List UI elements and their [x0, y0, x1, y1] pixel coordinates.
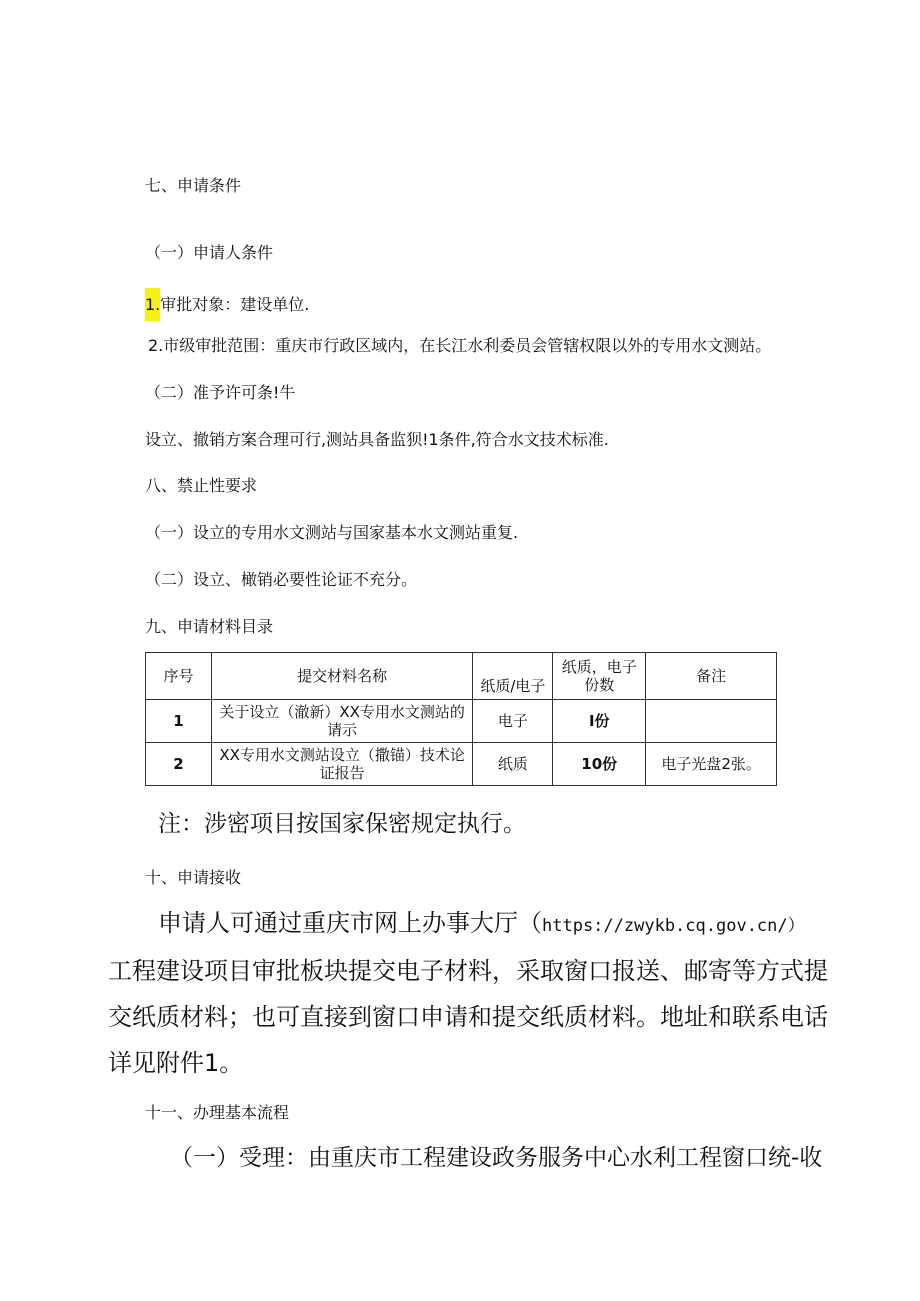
table-header-cell: 序号	[146, 653, 212, 700]
table-header-cell: 纸质/电子	[473, 653, 553, 700]
section11-heading: 十一、办理基本流程	[145, 1103, 290, 1122]
table-cell-type: 电子	[473, 700, 553, 743]
table-cell-note: 电子光盘2张。	[646, 743, 777, 786]
table-cell-type: 纸质	[473, 743, 553, 786]
section10-line2: 工程建设项目审批板块提交电子材料，采取窗口报送、邮寄等方式提	[108, 957, 828, 985]
section9-note: 注：涉密项目按国家保密规定执行。	[158, 811, 526, 837]
table-row	[146, 700, 777, 743]
section7-sub2: （二）准予许可条!牛	[145, 383, 296, 402]
section8-item2: （二）设立、橄销必要性论证不充分。	[145, 570, 418, 589]
section10-line3: 交纸质材料；也可直接到窗口申请和提交纸质材料。地址和联系电话	[108, 1003, 828, 1031]
table-cell-index: 2	[146, 743, 212, 786]
table-header-cell: 纸质，电子份数	[553, 653, 646, 700]
section8-item1: （一）设立的专用水文测站与国家基本水文测站重复.	[145, 523, 519, 542]
table-header-row	[146, 653, 777, 700]
section7-sub1: （一）申请人条件	[145, 243, 274, 262]
section10-heading: 十、申请接收	[145, 868, 242, 887]
section11-line1: （一）受理：由重庆市工程建设政务服务中心水利工程窗口统-收	[170, 1145, 823, 1171]
section10-line1	[158, 903, 805, 938]
table-row	[146, 743, 777, 786]
table-cell-count: I份	[553, 700, 646, 743]
portal-url-link[interactable]: https://zwykb.cq.gov.cn/）	[542, 916, 805, 936]
section7-para: 设立、撤销方案合理可行,测站具备监狈!1条件,符合水文技术标准.	[145, 430, 609, 449]
table-cell-count: 10份	[553, 743, 646, 786]
highlight-marker: 1.	[145, 288, 160, 321]
table-cell-name-text: 关于设立（澈新）XX专用水文测站的请示	[219, 703, 465, 739]
section10-line4: 详见附件1。	[108, 1049, 244, 1077]
table-cell-name: XX专用水文测站设立（撒锚）技术论证报告	[211, 743, 473, 786]
section8-heading: 八、禁止性要求	[145, 476, 258, 495]
section7-item2: 2.市级审批范围：重庆市行政区域内，在长江水利委员会管辖权限以外的专用水文测站。	[148, 336, 772, 355]
section9-heading: 九、申请材料目录	[145, 617, 274, 636]
section7-item1-text: 审批对象：建设单位.	[160, 295, 310, 314]
section10-line1-text: 申请人可通过重庆市网上办事大厅（	[158, 909, 542, 937]
table-header-cell: 提交材料名称	[211, 653, 473, 700]
materials-table	[145, 652, 777, 786]
section7-item1	[145, 288, 309, 321]
table-cell-name	[211, 700, 473, 743]
table-cell-note	[646, 700, 777, 743]
section7-heading: 七、申请条件	[145, 176, 242, 195]
table-cell-index: 1	[146, 700, 212, 743]
table-header-cell: 备注	[646, 653, 777, 700]
